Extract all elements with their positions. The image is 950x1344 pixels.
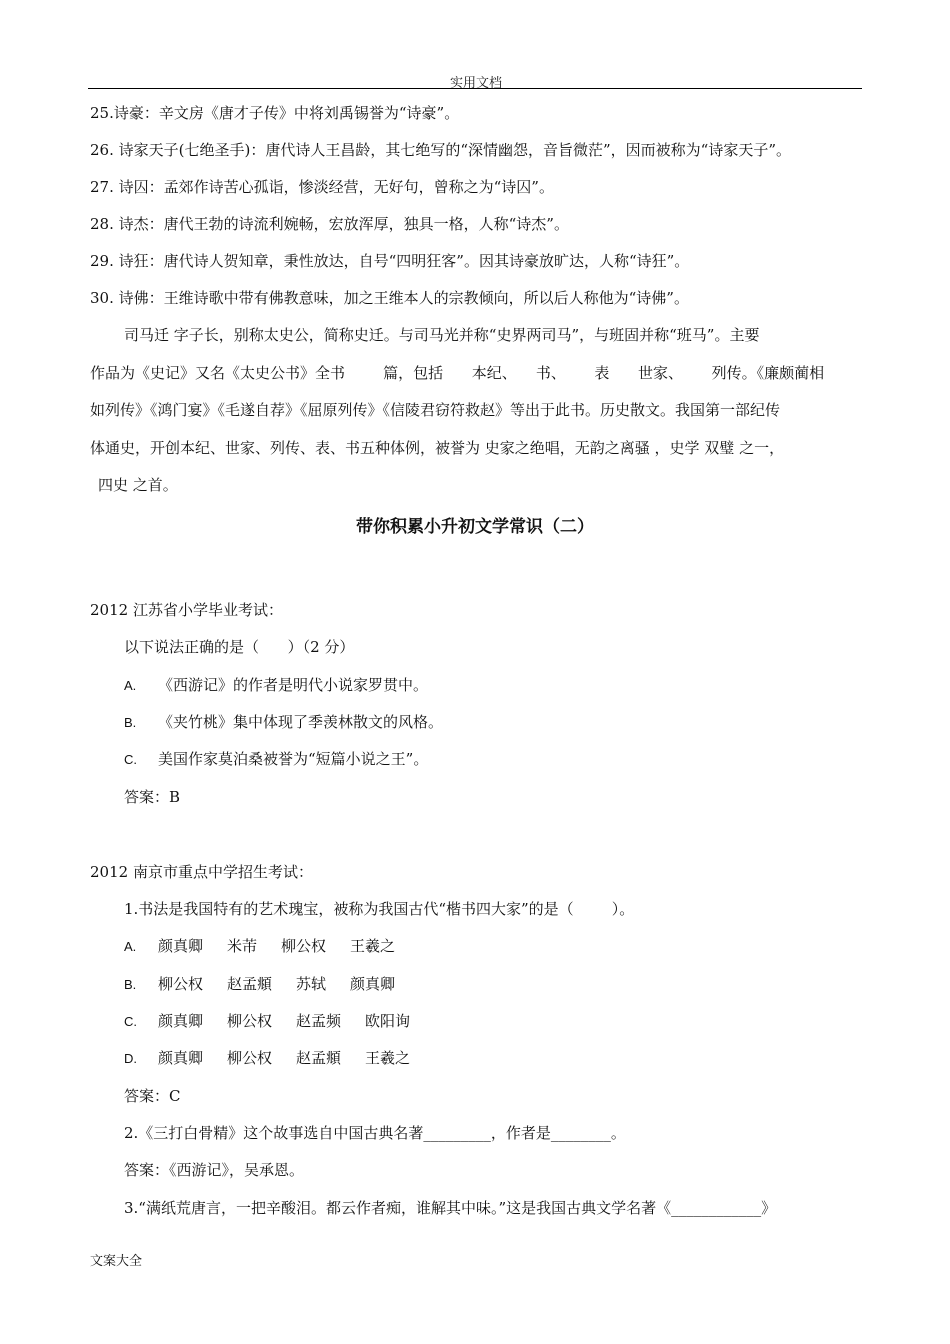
entry-28: 28. 诗杰：唐代王勃的诗流利婉畅，宏放浑厚，独具一格，人称“诗杰”。 xyxy=(90,215,569,233)
option-text: 美国作家莫泊桑被誉为“短篇小说之王”。 xyxy=(158,750,429,768)
option-name: 柳公权 xyxy=(227,1049,273,1067)
exam2-q1-option-c xyxy=(124,1010,410,1031)
option-text: 《西游记》的作者是明代小说家罗贯中。 xyxy=(158,676,429,694)
entry-26: 26. 诗家天子(七绝圣手)：唐代诗人王昌龄，其七绝写的“深情幽怨，音旨微茫”，因而被称为“诗家天子”。 xyxy=(90,141,792,159)
option-name: 颜真卿 xyxy=(158,937,204,955)
header-rule xyxy=(88,88,862,89)
option-name: 颜真卿 xyxy=(158,1012,204,1030)
exam2-heading: 2012 南京市重点中学招生考试： xyxy=(90,863,313,881)
exam2-q2: 2.《三打白骨精》这个故事选自中国古典名著_________，作者是________。 xyxy=(124,1124,626,1142)
option-name: 米芾 xyxy=(227,937,258,955)
simaqian-line-3: 如列传》《鸿门宴》《毛遂自荐》《屈原列传》《信陵君窃符救赵》等出于此书。历史散文。我国第一部纪传 xyxy=(90,401,781,419)
option-letter: C. xyxy=(124,1014,137,1029)
exam2-q3: 3.“满纸荒唐言，一把辛酸泪。都云作者痴，谁解其中味。”这是我国古典文学名著《____________》 xyxy=(124,1199,777,1217)
option-name: 颜真卿 xyxy=(158,1049,204,1067)
entry-27: 27. 诗囚：孟郊作诗苦心孤诣，惨淡经营，无好句，曾称之为“诗囚”。 xyxy=(90,178,554,196)
option-name: 欧阳询 xyxy=(365,1012,411,1030)
exam2-q2-answer: 答案：《西游记》，吴承恩。 xyxy=(124,1161,305,1179)
entry-30: 30. 诗佛：王维诗歌中带有佛教意味，加之王维本人的宗教倾向，所以后人称他为“诗佛”。 xyxy=(90,289,689,307)
simaqian-line-5: 四史 之首。 xyxy=(98,476,178,494)
simaqian-line-1: 司马迁 字子长，别称太史公，简称史迁。与司马光并称“史界两司马”，与班固并称“班马”。主要 xyxy=(124,326,760,344)
simaqian-line-2: 作品为《史记》又名《太史公书》全书 篇，包括 本纪、 书、 表 世家、 列传。《廉颇蔺相 xyxy=(90,364,825,382)
option-letter: C. xyxy=(124,752,137,767)
exam1-heading: 2012 江苏省小学毕业考试： xyxy=(90,601,283,619)
option-letter: D. xyxy=(124,1051,137,1066)
entry-25: 25.诗豪：辛文房《唐才子传》中将刘禹锡誉为“诗豪”。 xyxy=(90,104,460,122)
exam1-option-a xyxy=(124,674,428,695)
exam1-question: 以下说法正确的是（ ）（2 分） xyxy=(124,638,355,656)
option-name: 柳公权 xyxy=(227,1012,273,1030)
exam2-q1-answer: 答案：C xyxy=(124,1087,181,1105)
option-letter: B. xyxy=(124,977,137,992)
exam1-option-b xyxy=(124,711,443,732)
entry-29: 29. 诗狂：唐代诗人贺知章，秉性放达，自号“四明狂客”。因其诗豪放旷达，人称“诗狂”。 xyxy=(90,252,690,270)
exam2-q1: 1.书法是我国特有的艺术瑰宝，被称为我国古代“楷书四大家”的是（ ）。 xyxy=(124,900,635,918)
exam1-answer: 答案：B xyxy=(124,788,181,806)
option-name: 赵孟频 xyxy=(296,1012,342,1030)
option-name: 颜真卿 xyxy=(350,975,396,993)
option-name: 赵孟頫 xyxy=(296,1049,342,1067)
section-title: 带你积累小升初文学常识（二） xyxy=(356,517,594,537)
option-name: 王羲之 xyxy=(365,1049,411,1067)
option-letter: A. xyxy=(124,678,137,693)
option-letter: A. xyxy=(124,939,137,954)
page-footer: 文案大全 xyxy=(90,1254,143,1269)
exam1-option-c xyxy=(124,748,428,769)
page-header: 实用文档 xyxy=(449,76,502,91)
exam2-q1-option-d xyxy=(124,1047,410,1068)
exam2-q1-option-b xyxy=(124,973,395,994)
option-letter: B. xyxy=(124,715,137,730)
simaqian-line-4: 体通史，开创本纪、世家、列传、表、书五种体例，被誉为 史家之绝唱，无韵之离骚 ，史学 双璧 之一， xyxy=(90,439,785,457)
option-name: 苏轼 xyxy=(296,975,327,993)
option-name: 柳公权 xyxy=(158,975,204,993)
option-name: 赵孟頫 xyxy=(227,975,273,993)
option-text: 《夹竹桃》集中体现了季羡林散文的风格。 xyxy=(158,713,444,731)
option-name: 柳公权 xyxy=(281,937,327,955)
exam2-q1-option-a xyxy=(124,935,395,956)
option-name: 王羲之 xyxy=(350,937,396,955)
